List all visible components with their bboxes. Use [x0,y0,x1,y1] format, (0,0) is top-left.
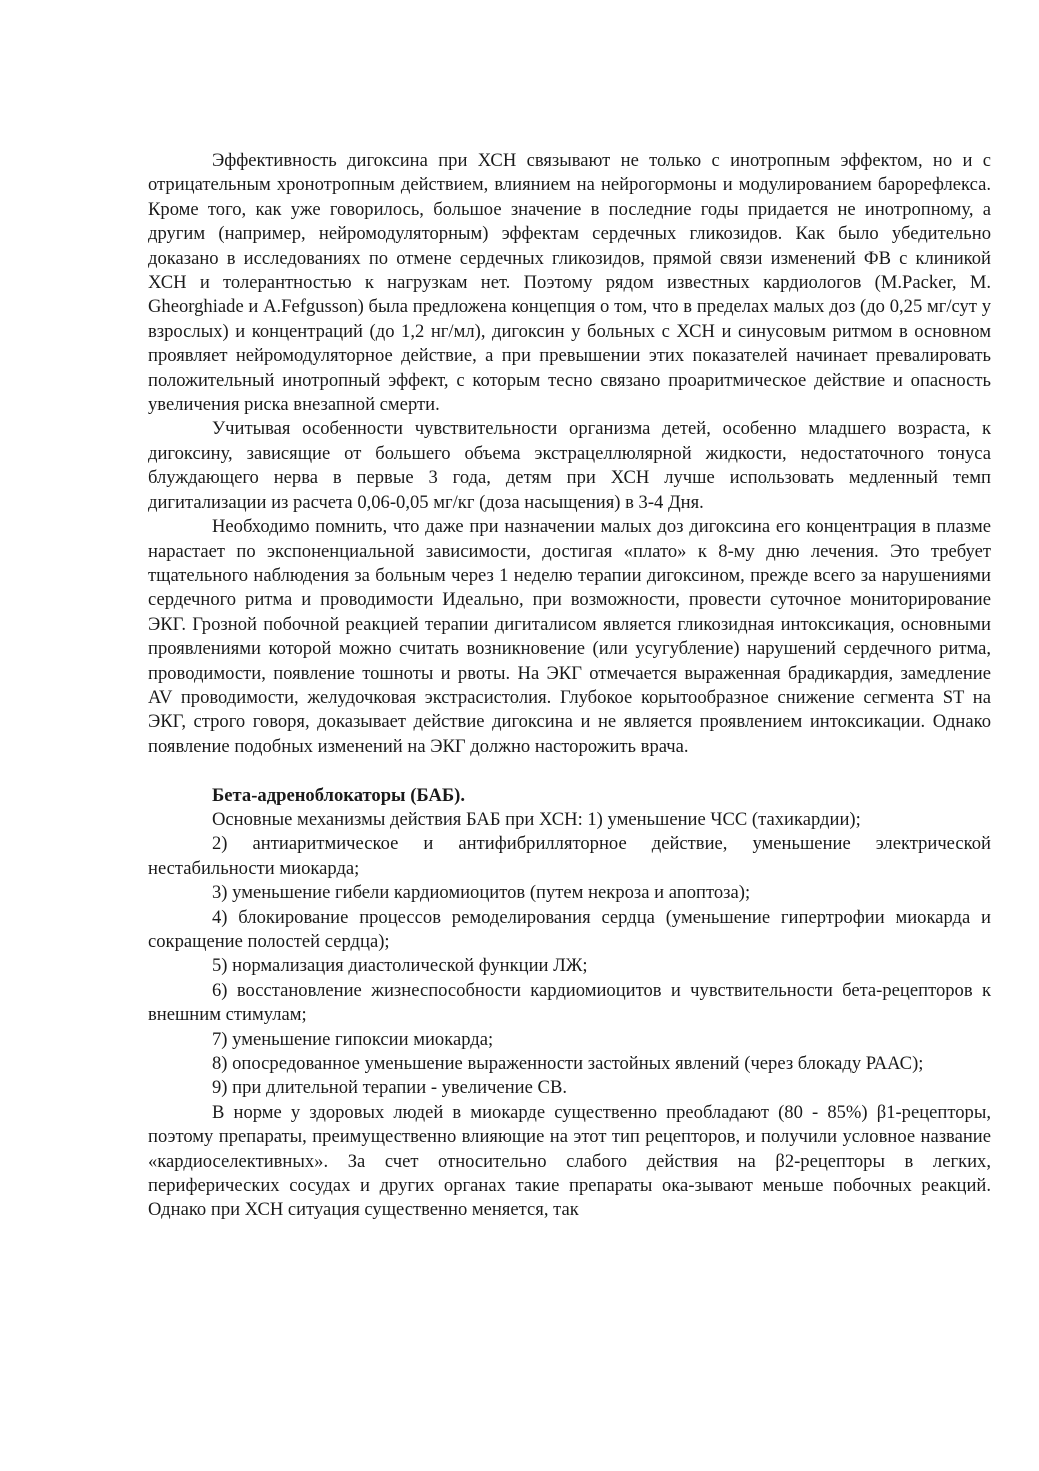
section-intro: Основные механизмы действия БАБ при ХСН: 1) уменьшение ЧСС (тахикардии); [212,808,861,830]
paragraph-receptors: В норме у здоровых людей в миокарде существенно преобладают (80 - 85%) β1-рецепторы, поэтому препараты, преимущественно влияющие на этот тип рецепторов, и получили условное название «кардиоселективных». За счет относительно слабого действия на β2-рецепторы в легких, периферических сосудах и других органах такие препараты ока-зывают меньше побочных реакций. Однако при ХСН ситуация существенно меняется, так [148,1101,991,1221]
section-heading: Бета-адреноблокаторы (БАБ). [212,784,466,806]
paragraph-children-dosing: Учитывая особенности чувствительности организма детей, особенно младшего возраста, к дигоксину, зависящие от большего объема экстрацеллюлярной жидкости, недостаточного тонуса блуждающего нерва в первые 3 года, детям при ХСН лучше использовать медленный темп дигитализации из расчета 0,06-0,05 мг/кг (доза насыщения) в 3-4 Дня. [148,418,991,513]
section-spacer [148,759,991,783]
list-item: 3) уменьшение гибели кардиомиоцитов (путем некроза и апоптоза); [212,882,751,904]
list-item: 6) восстановление жизнеспособности кардиомиоцитов и чувствительности бета-рецепторов к внешним стимулам; [148,979,991,1026]
paragraph-monitoring: Необходимо помнить, что даже при назначении малых доз дигоксина его концентрация в плазме нарастает по экспоненциальной зависимости, достигая «плато» к 8-му дню лечения. Это требует тщательного наблюдения за больным через 1 неделю терапии дигоксином, прежде всего за нарушениями сердечного ритма и проводимости Идеально, при возможности, провести суточное мониторирование ЭКГ. Грозной побочной реакцией терапии дигиталисом является гликозидная интоксикация, основными проявлениями которой можно считать возникновение (или усугубление) нарушений сердечного ритма, проводимости, появление тошноты и рвоты. На ЭКГ отмечается выраженная брадикардия, замедление AV проводимости, желудочковая экстрасистолия. Глубокое корытообразное снижение сегмента ST на ЭКГ, строго говоря, доказывает действие дигоксина и не является проявлением интоксикации. Однако появление подобных изменений на ЭКГ должно насторожить врача. [148,516,991,757]
list-item: 7) уменьшение гипоксии миокарда; [212,1028,494,1050]
document-page [148,149,991,1223]
list-item: 5) нормализация диастолической функции ЛЖ; [212,955,588,977]
list-item: 9) при длительной терапии - увеличение СВ. [212,1077,567,1099]
list-item: 8) опосредованное уменьшение выраженности застойных явлений (через блокаду РААС); [212,1053,924,1075]
list-item: 2) антиаритмическое и антифибрилляторное действие, уменьшение электрической нестабильности миокарда; [148,833,991,879]
list-item: 4) блокирование процессов ремоделирования сердца (уменьшение гипертрофии миокарда и сокращение полостей сердца); [148,906,991,952]
paragraph-digoxin-efficacy: Эффективность дигоксина при ХСН связывают не только с инотропным эффектом, но и с отрицательным хронотропным действием, влиянием на нейрогормоны и модулированием барорефлекса. Кроме того, как уже говорилось, большое значение в последние годы придается не инотропному, а другим (например, нейромодуляторным) эффектам сердечных гликозидов. Как было убедительно доказано в исследованиях по отмене сердечных гликозидов, прямой связи изменений ФВ с клиникой ХСН и толерантностью к нагрузкам нет. Поэтому рядом известных кардиологов (M.Packer, M. Gheorghiade и A.Fefgusson) была предложена концепция о том, что в пределах малых доз (до 0,25 мг/сут у взрослых) и концентраций (до 1,2 нг/мл), дигоксин у больных с ХСН и синусовым ритмом в основном проявляет нейромодуляторное действие, а при превышении этих показателей начинает превалировать положительный инотропный эффект, с которым тесно связано проаритмическое действие и опасность увеличения риска внезапной смерти. [148,150,991,416]
